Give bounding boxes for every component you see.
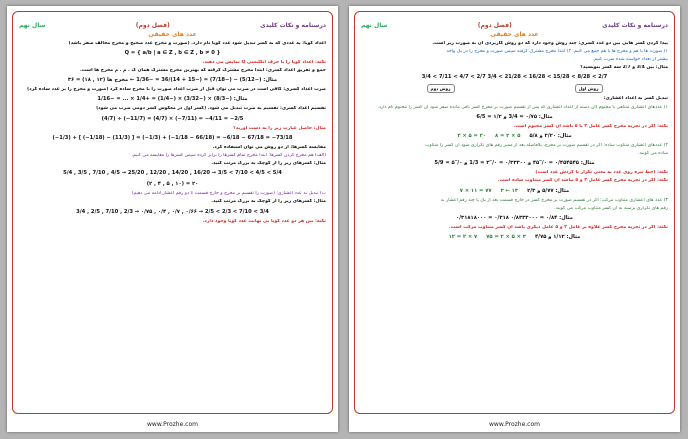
left-line-1: Q = { a/b | a ∈ Z , b ∈ Z , b ≠ 0 } <box>124 49 221 56</box>
left-line-12: (الف) هم مخرج کردن کسرها: ابتدا مخرج تمام کسرها را برابر کرده سپس کسرها را مقایسه می کنیم. <box>131 152 326 158</box>
factor-row-1-mid: ۸ = ۲ × ۵ <box>495 132 521 139</box>
right-line-20: نکته: اگر در تجزیه مخرج کسر علاوه بر عامل ۲ و ۵ عامل دیگری باشد آن کسر متناوب مرکب است. <box>448 225 668 231</box>
left-line-9: مثال: حاصل عبارت زیر را به دست آورید؟ <box>233 125 326 131</box>
right-line-17: ۳) عدد های اعشاری متناوب مرکب: اگر در تقسیم صورت بر مخرج کسر در خارج قسمت بعد از یک یا چند رقم اعشار به <box>440 197 668 203</box>
right-line-14: نکته: (خط تیره روی عدد به معنی تکرار یا گردش عدد است) <box>535 170 668 176</box>
right-line-0: پیدا کردن کسر هایی بین دو عدد گسری: چند روش وجود دارد که دو روش کاربردی آن به صورت زیر است. <box>432 40 668 46</box>
factor-row-1-left: ۲ × ۵ = ۲۰ <box>457 132 486 139</box>
factor-row-2-lead: مثال: ۵/۷۷ و ۲/۳ <box>527 187 570 194</box>
left-line-2: نکته: اعداد گویا را با حرف انگلیسی Q نمایش می دهند. <box>202 59 326 65</box>
right-line-19: مثال: ۰/۸۴ = ۰/۸۳۳۳۰۰۰ ۰/۳۱۸ = ۰/۳۱۸۱۸۰۰۰ <box>455 215 573 222</box>
left-line-5: ضرب اعداد گسری: کافی است در ضرب می توان قبل از ضرب اعداد صورت را با مخرج ساده کرد (صورت و مخرج را بر عدد ساده کرد) <box>27 87 326 93</box>
right-document-page <box>349 6 680 432</box>
factor-row-3-lead: مثال: ۱/۱۲ و ۴/۷۵ <box>535 234 581 241</box>
right-page-header <box>361 21 668 31</box>
left-page-footer: www.Prozhe.com <box>147 421 198 428</box>
right-line-13: مثال: ۰/۴۵۴۵۴۵ = ۰/‾۴۵ و ۰/۳۳۳۰۰ = ۰/‾۳ = 1/3 و ۰/‾۵ = 5/9 <box>434 160 595 167</box>
right-line-4: 3/4 < 7/11 < 4/7 < 2/7 3/4 < 21/28 < 16/28 < 15/28 < 8/28 < 2/7 <box>421 74 608 81</box>
left-page-header <box>19 21 326 31</box>
left-line-19: نکته: بین هر دو عدد گویا بی نهایت عدد گویا وجود دارد. <box>202 218 326 224</box>
right-line-12: ساده می گویند. <box>637 151 668 157</box>
left-line-16: ب) تبدیل به عدد اعشاری: (صورت را تقسیم بر مخرج و خارج قسمت تا دو رقم اعشار ادامه می دهیم) <box>131 191 326 197</box>
left-header-chapter: (فصل دوم) <box>135 22 170 30</box>
right-factor-row-1 <box>361 132 668 140</box>
left-header-grade: سال نهم <box>19 22 46 30</box>
right-line-6: تبدیل کسر به اعداد اعشاری: <box>603 96 668 102</box>
right-header-grade: سال نهم <box>361 22 388 30</box>
method-one-box: روش اول <box>575 84 603 93</box>
factor-row-3-mid: ۷۵ = ۲ × ۵ × ۳ <box>486 234 526 241</box>
method-two-box: روش دوم <box>427 84 455 93</box>
factor-row-3-left: ۱۲ = ۲ × ۷ <box>448 234 478 241</box>
right-topic-title: عدد های حقیقی <box>490 31 539 38</box>
right-header-title: درسنامه و نکات کلیدی <box>602 22 668 30</box>
left-header-title: درسنامه و نکات کلیدی <box>260 22 326 30</box>
left-line-10: (−1/3) + [ (−1/18) − (11/3) ] = (−1/3) + (−1/18 − 66/18) = −6/18 − 67/18 = −73/18 <box>52 134 293 141</box>
factor-row-1-lead: مثال: ۳/۲۰ و ۵/۸ <box>529 132 572 139</box>
left-line-14: 5/4 , 3/5 , 7/10 , 4/5 → 25/20 , 12/20 , 14/20 , 16/20 → 3/5 < 7/10 < 4/5 < 5/4 <box>63 170 282 177</box>
right-line-2: بیشتر از تعداد خواسته شده ضرب کنیم. <box>592 56 668 62</box>
left-line-13: مثال: کسرهای زیر را از کوچک به بزرگ مرتب کنید. <box>211 161 326 167</box>
factor-row-2-left: ۷ × ۱۱ = ۷۷ <box>459 187 492 194</box>
right-method-labels <box>361 84 668 93</box>
left-line-7: تقسیم اعداد گسری: تقسیم به ضرب تبدیل می شود. (کسر اول در معکوس کسر دومی ضرب می شود) <box>96 106 326 112</box>
left-line-15: (۲ , ۴ , ۵ , ۱۰) = ۲۰ <box>146 181 199 188</box>
right-factor-row-3 <box>361 233 668 241</box>
left-line-3: جمع و تفریق اعداد گسری: ابتدا مخرج مشترک گرفته که بهترین مخرج مشترک همان ک . م . م مخرج ها است. <box>79 67 326 73</box>
right-page-footer: www.Prozhe.com <box>489 421 540 428</box>
right-line-7: ۱) عددهای اعشاری متناهی یا مختوم (آن دسته از اعداد اعشاری که پس از تقسیم صورت بر مخرج کسر باقی مانده صفر شود آن کسر را مختوم نام دارد. <box>377 104 668 110</box>
left-page-frame <box>12 11 333 414</box>
right-page-content <box>355 12 674 241</box>
right-line-18: رقم های تکراری برسند به آن کسر متناوب مرکب می گویند. <box>554 205 668 211</box>
factor-row-2-mid: ۳ ← ۱۳ <box>500 187 519 194</box>
left-line-8: (4/7) ÷ (−11/7) = (4/7) × (−7/11) = −4/11 = −2/5 <box>101 115 244 122</box>
right-page-frame <box>354 11 675 414</box>
left-line-11: مقایسه کسرها: از دو روش می توان استفاده کرد. <box>212 144 326 150</box>
right-factor-row-2 <box>361 187 668 195</box>
right-line-15: نکته: اگر در تجزیه مخرج کسر عامل ۲ و ۵ نباشد آن کسر متناوب ساده است. <box>497 178 668 184</box>
left-document-page <box>7 6 338 432</box>
left-topic-title: عدد های حقیقی <box>148 31 197 38</box>
left-line-17: مثال: کسرهای زیر را از کوچک به بزرگ مرتب کنید. <box>211 199 326 205</box>
right-line-11: ۲) عددهای اعشاری متناوب ساده: اگر در تقسیم صورت بر مخرج، بلافاصله بعد از ممیز رقم های تکراری شود آن کسر را متناوب <box>425 142 668 148</box>
left-line-4: مثال: (−5/12) − (−7/18) = (−15 + 14)/36 = −1/36 ← مخرج ها (۱۲ , ۱۸) = ۳۶ <box>67 77 278 84</box>
right-line-1: ۱) صورت ها با هم و مخرج ها با هم جمع می کنیم. ۲) ابتدا مخرج مشترک گرفته سپس صورت و مخرج را در یک واحد <box>446 48 668 54</box>
right-line-8: مثال: ۰/۷۵ = 3/4 و ۱/۲ = 6/5 <box>476 113 553 120</box>
left-line-6: مثال: (−8/3) × (−3/32) × (−1/4) = +1/4 × ... = −1/16 <box>97 96 248 103</box>
right-header-chapter: (فصل دوم) <box>477 22 512 30</box>
right-line-9: نکته: اگر در تجزیه مخرج کسر عامل ۲ یا ۵ باشد آن کسر مختوم است. <box>513 123 668 129</box>
left-line-18: 3/4 , 2/5 , 7/10 , 2/3 → ۰/۷۵ , ۰/۴ , ۰/۷ , ۰/۶۶ → 2/5 < 2/3 < 7/10 < 3/4 <box>76 208 269 215</box>
right-line-3: مثال: بین 3/4 و 2/7 سه کسر بنویسید؟ <box>580 65 668 71</box>
left-line-0: اعداد گویا: به عددی که به کسر تبدیل شود عدد گویا نام دارد. (صورت و مخرج عدد صحیح و مخرج مخالف صفر باشد) <box>68 40 326 46</box>
left-page-content <box>13 12 332 224</box>
